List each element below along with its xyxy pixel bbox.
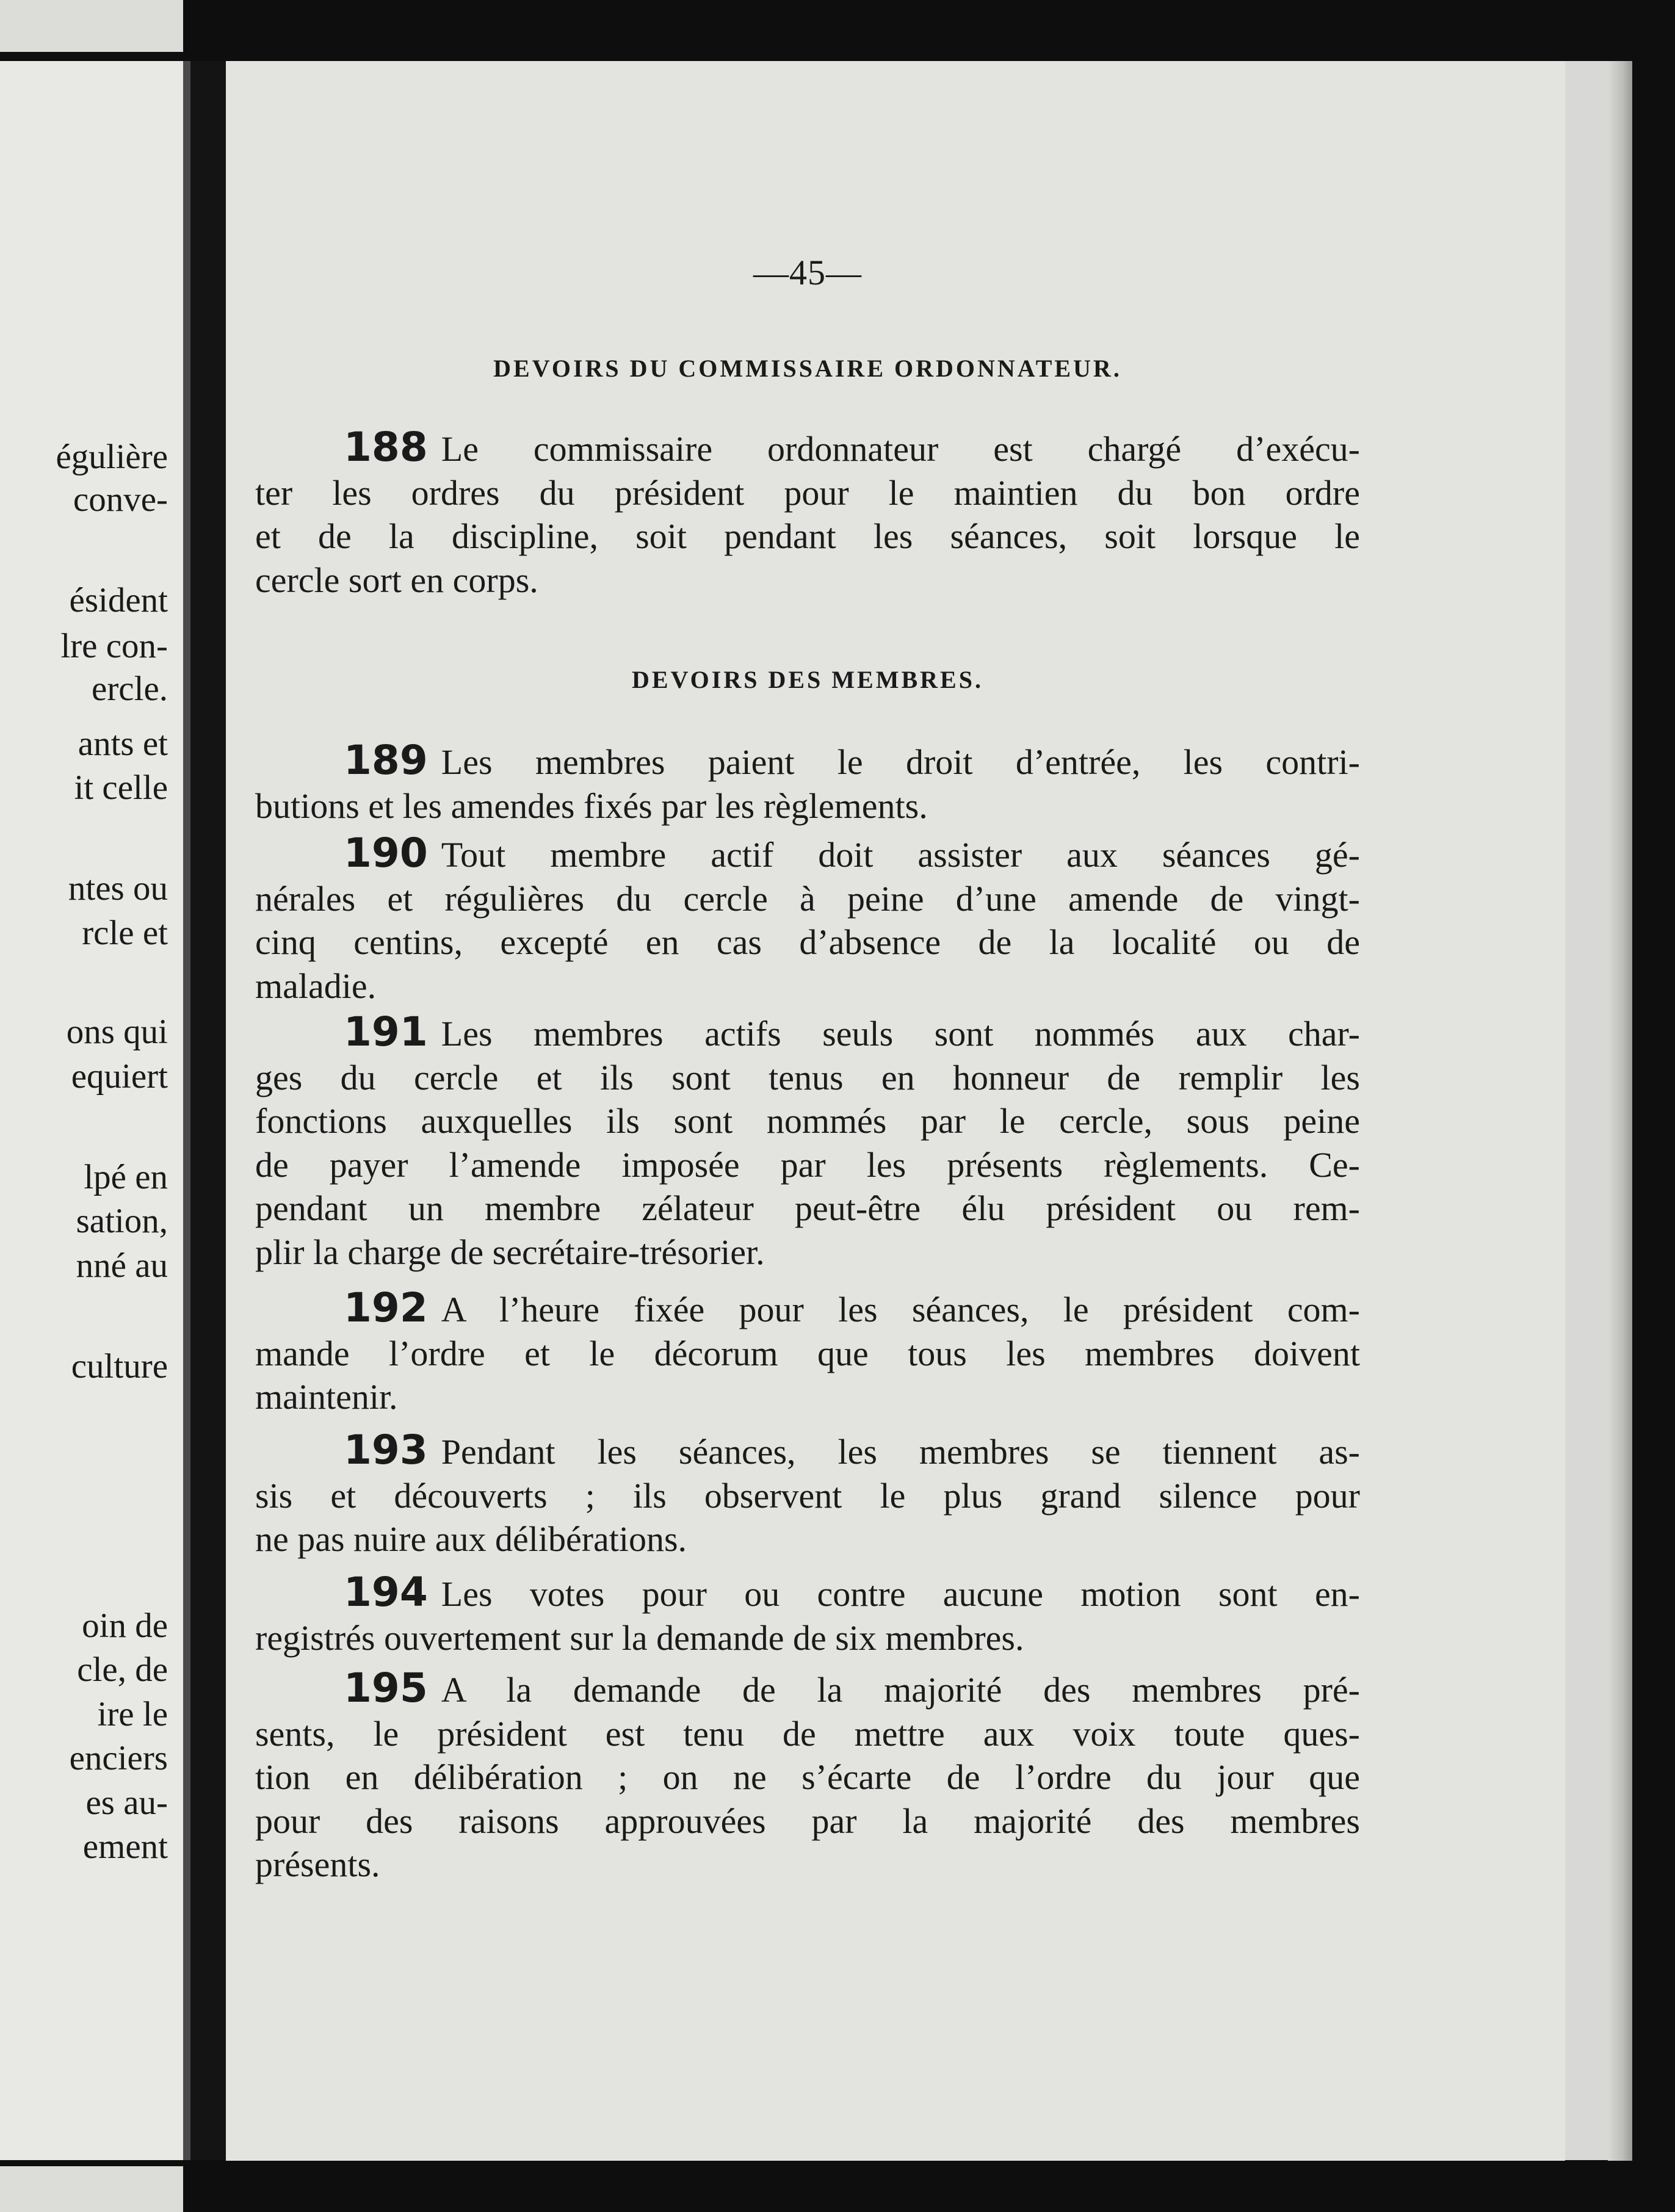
article-text: maintenir. <box>255 1377 398 1417</box>
left-page-line: cle, de <box>77 1650 168 1689</box>
article-line <box>255 1143 1360 1187</box>
left-page-line: sation, <box>76 1202 168 1240</box>
article-text: pendant un membre zélateur peut-être élu président ou rem- <box>255 1188 1360 1228</box>
left-page-line: culture <box>71 1347 168 1386</box>
article-line <box>255 1755 1360 1799</box>
article-line <box>255 1231 1360 1274</box>
article-text: A la demande de la majorité des membres pré- <box>441 1670 1360 1710</box>
article-number: 195 <box>344 1664 428 1711</box>
article-text: présents. <box>255 1845 380 1884</box>
article-text: plir la charge de secrétaire-trésorier. <box>255 1232 765 1272</box>
article-189 <box>255 739 1360 828</box>
article-text: et de la discipline, soit pendant les séances, soit lorsque le <box>255 516 1360 556</box>
page-edge <box>1608 61 1632 2161</box>
article-line <box>255 1428 1360 1474</box>
left-page-line: lre con- <box>60 627 168 665</box>
article-text: cercle sort en corps. <box>255 560 538 600</box>
article-194 <box>255 1570 1360 1660</box>
left-page-line: equiert <box>71 1057 168 1096</box>
article-line <box>255 877 1360 921</box>
left-page-line: enciers <box>69 1739 168 1777</box>
article-line <box>255 1187 1360 1231</box>
article-line <box>255 1843 1360 1887</box>
article-line <box>255 831 1360 877</box>
article-text: sis et découverts ; ils observent le plus grand silence pour <box>255 1475 1360 1516</box>
article-line <box>255 1517 1360 1561</box>
left-page-line: égulière <box>56 438 168 476</box>
article-line <box>255 425 1360 471</box>
article-192 <box>255 1286 1360 1419</box>
article-text: de payer l’amende imposée par les présents règlements. Ce- <box>255 1144 1360 1185</box>
scan-top-border <box>0 0 1675 61</box>
article-text: Les membres paient le droit d’entrée, les contri- <box>441 742 1360 782</box>
article-text: sents, le président est tenu de mettre aux voix toute ques- <box>255 1713 1360 1754</box>
article-190 <box>255 831 1360 1008</box>
article-line <box>255 1712 1360 1756</box>
article-line <box>255 1616 1360 1660</box>
article-number: 188 <box>344 424 428 471</box>
left-page-line: ésident <box>69 581 168 620</box>
article-188 <box>255 425 1360 602</box>
article-number: 193 <box>344 1426 428 1473</box>
article-line <box>255 1375 1360 1419</box>
page-number: —45— <box>753 253 862 292</box>
article-line <box>255 1286 1360 1332</box>
article-text: Tout membre actif doit assister aux séances gé- <box>441 835 1360 875</box>
heading-membres: DEVOIRS DES MEMBRES. <box>632 666 983 693</box>
left-page-line: nné au <box>76 1246 168 1285</box>
article-line <box>255 515 1360 558</box>
article-text: ter les ordres du président pour le maintien du bon ordre <box>255 472 1360 513</box>
article-line <box>255 1056 1360 1100</box>
article-line <box>255 1332 1360 1376</box>
book-page <box>226 61 1565 2161</box>
article-text: cinq centins, excepté en cas d’absence de la localité ou de <box>255 922 1360 962</box>
article-number: 192 <box>344 1284 428 1331</box>
left-page-line: ire le <box>97 1695 168 1733</box>
article-text: nérales et régulières du cercle à peine d’une amende de vingt- <box>255 878 1360 919</box>
article-line <box>255 739 1360 784</box>
article-text: pour des raisons approuvées par la majorité des membres <box>255 1801 1360 1841</box>
left-page-line: oin de <box>82 1607 168 1645</box>
article-line <box>255 1474 1360 1518</box>
article-191 <box>255 1010 1360 1274</box>
article-line <box>255 964 1360 1008</box>
article-text: maladie. <box>255 966 377 1006</box>
article-line <box>255 920 1360 964</box>
article-text: ges du cercle et ils sont tenus en honneur de remplir les <box>255 1057 1360 1097</box>
scan-bottom-border <box>0 2160 1675 2212</box>
article-line <box>255 471 1360 515</box>
scan-right-border <box>1632 0 1675 2212</box>
article-number: 194 <box>344 1569 428 1616</box>
article-text: Les votes pour ou contre aucune motion sont en- <box>441 1574 1360 1614</box>
article-text: tion en délibération ; on ne s’écarte de l’ordre du jour que <box>255 1757 1360 1797</box>
left-page-line: lpé en <box>84 1158 168 1196</box>
article-line <box>255 1099 1360 1143</box>
heading-commissaire: DEVOIRS DU COMMISSAIRE ORDONNATEUR. <box>493 355 1122 382</box>
article-195 <box>255 1666 1360 1887</box>
book-gutter <box>190 0 226 2212</box>
article-number: 189 <box>344 737 428 784</box>
left-page-line: es au- <box>85 1784 168 1822</box>
article-text: Le commissaire ordonnateur est chargé d’exécu- <box>441 429 1360 469</box>
article-number: 190 <box>344 830 428 876</box>
article-line <box>255 1666 1360 1712</box>
article-text: butions et les amendes fixés par les règlements. <box>255 786 928 826</box>
article-text: mande l’ordre et le décorum que tous les membres doivent <box>255 1333 1360 1373</box>
left-page-line: ons qui <box>66 1013 168 1051</box>
article-line <box>255 1010 1360 1056</box>
left-page-line: it celle <box>74 768 168 807</box>
left-page-line: rcle et <box>82 914 168 952</box>
left-page-line: ants et <box>78 725 168 763</box>
left-facing-page <box>0 0 192 2212</box>
left-page-line: ntes ou <box>68 869 168 908</box>
article-line <box>255 1570 1360 1616</box>
article-text: registrés ouvertement sur la demande de six membres. <box>255 1617 1024 1658</box>
left-page-line: conve- <box>73 480 168 519</box>
article-line <box>255 1799 1360 1843</box>
article-text: fonctions auxquelles ils sont nommés par le cercle, sous peine <box>255 1101 1360 1141</box>
article-text: Les membres actifs seuls sont nommés aux char- <box>441 1014 1360 1054</box>
article-text: ne pas nuire aux délibérations. <box>255 1519 687 1559</box>
article-line <box>255 784 1360 828</box>
article-text: Pendant les séances, les membres se tiennent as- <box>441 1432 1360 1472</box>
article-193 <box>255 1428 1360 1561</box>
article-text: A l’heure fixée pour les séances, le président com- <box>441 1290 1360 1329</box>
article-line <box>255 558 1360 602</box>
left-page-line: ercle. <box>92 670 168 708</box>
article-number: 191 <box>344 1008 428 1055</box>
left-page-line: ement <box>82 1827 168 1866</box>
